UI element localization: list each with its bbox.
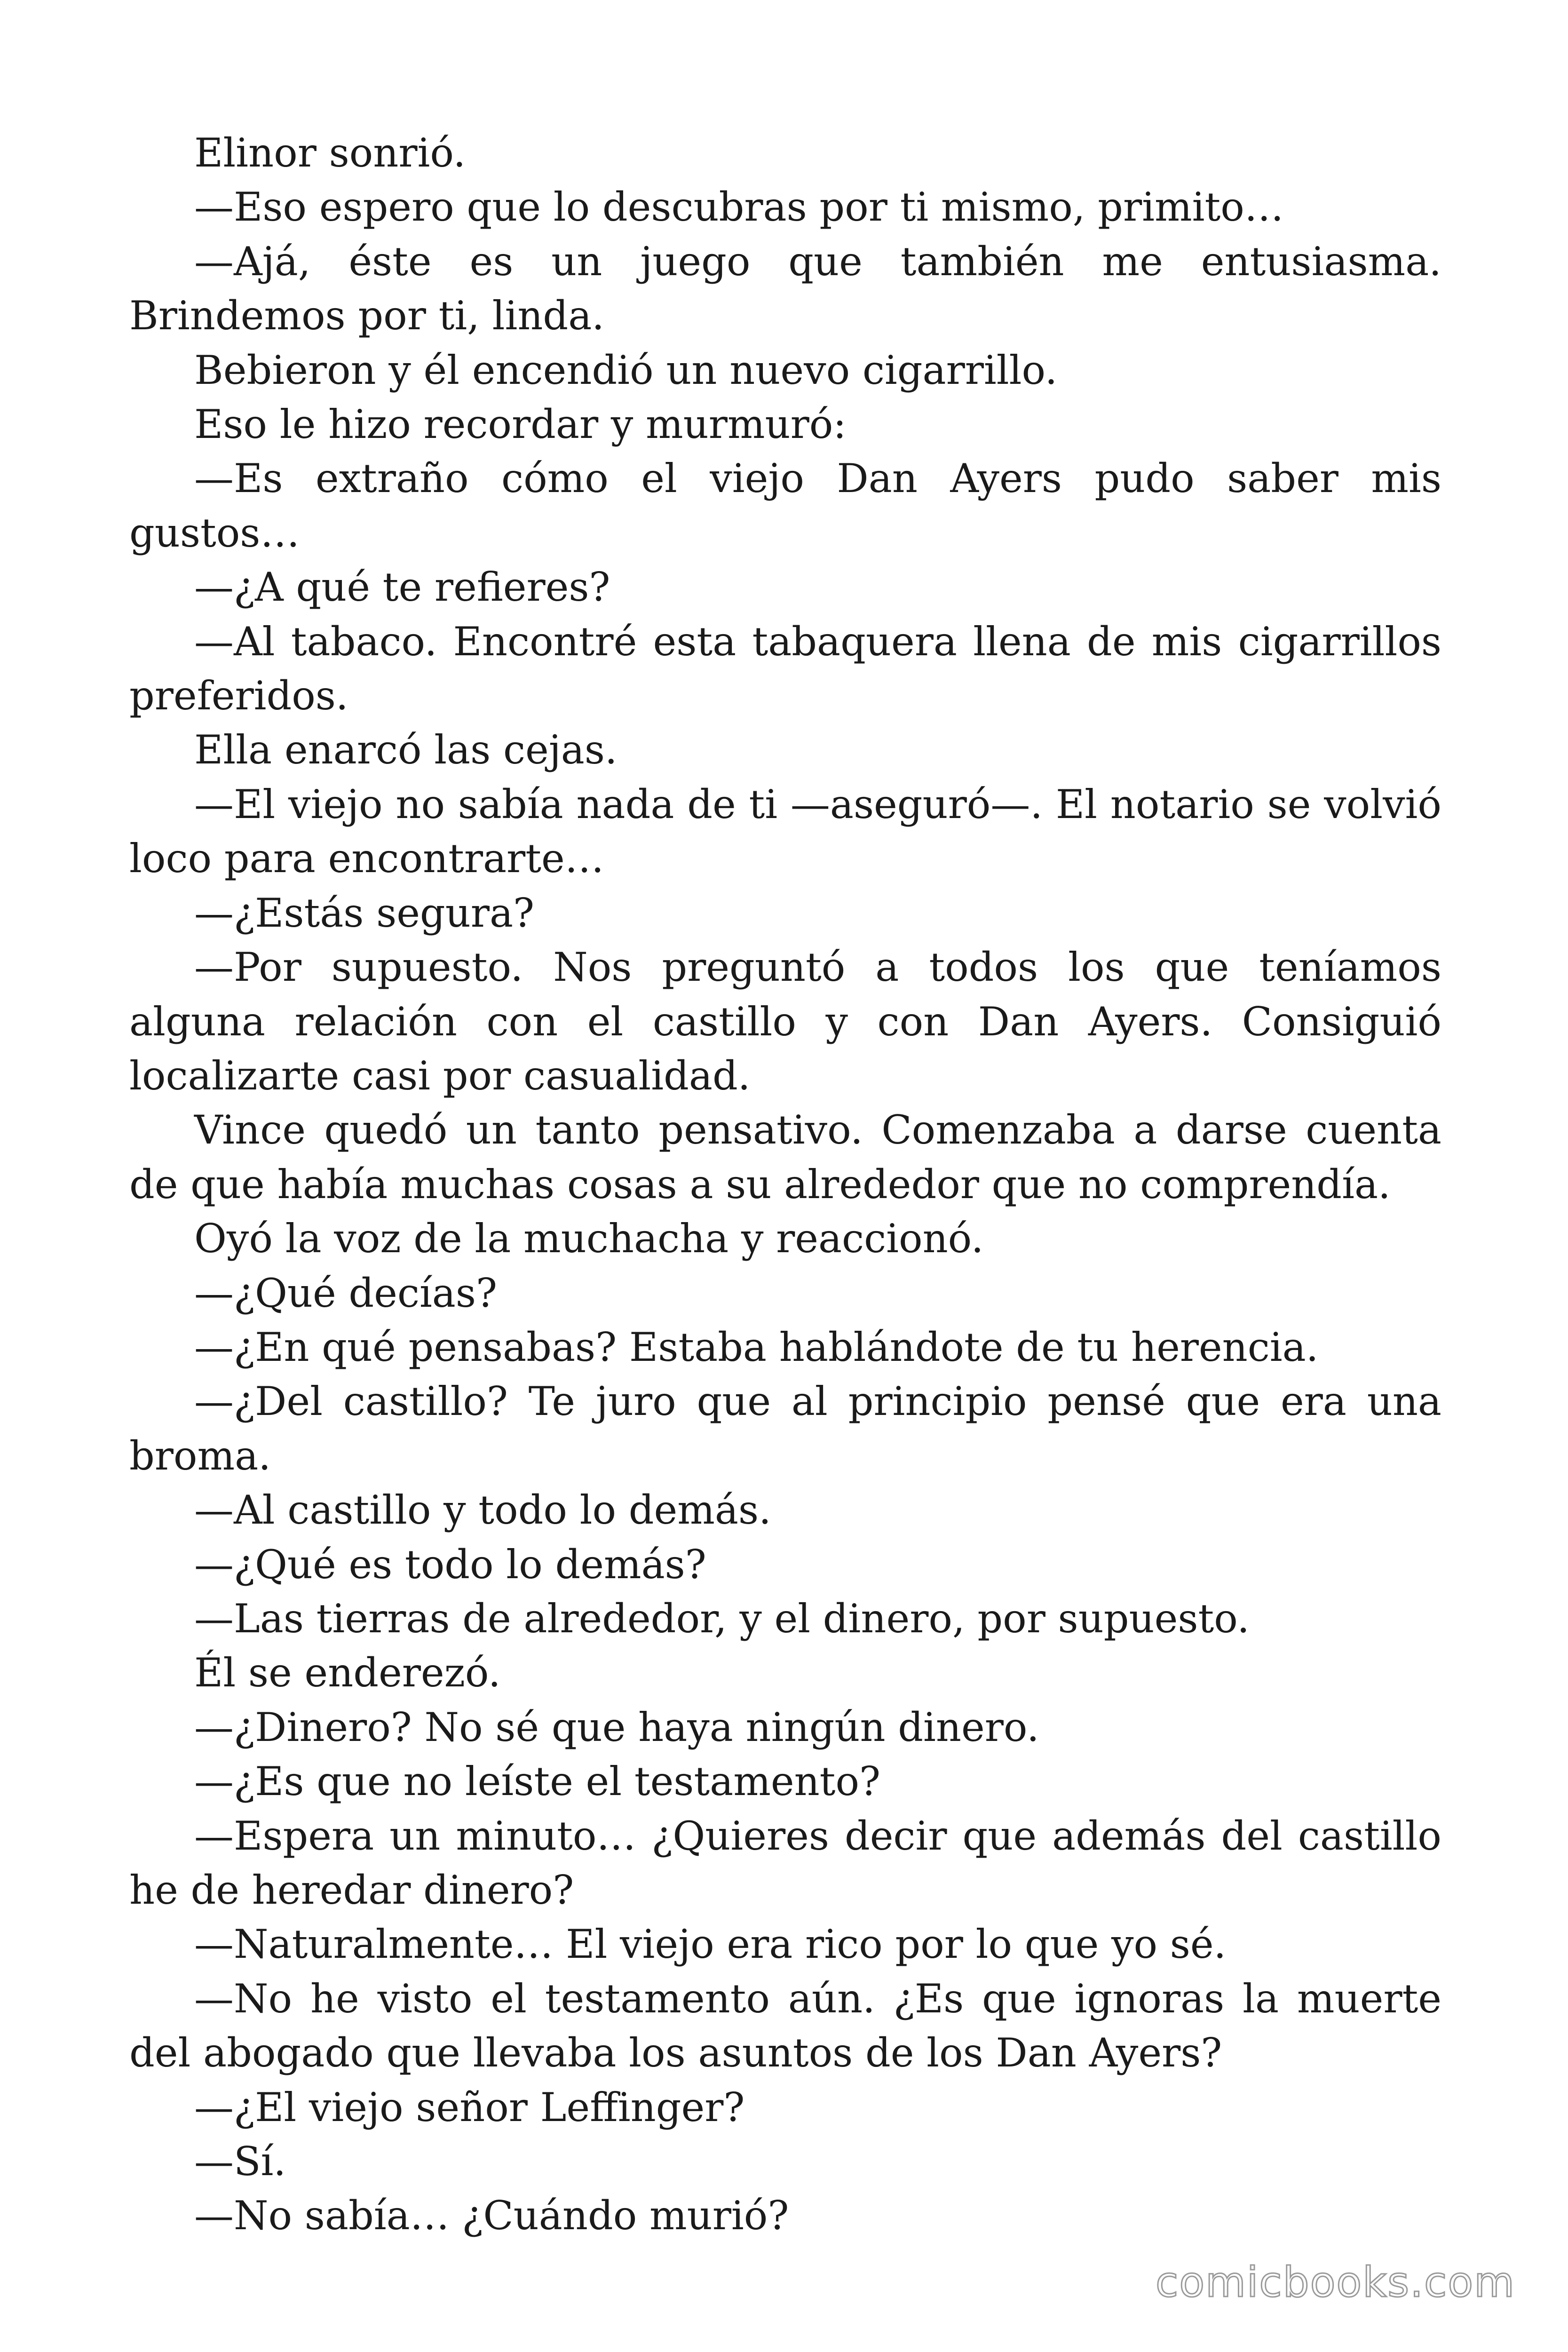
paragraph: —¿A qué te refieres? (194, 564, 610, 611)
paragraph: Elinor sonrió. (194, 130, 466, 176)
paragraph: —Al tabaco. Encontré esta tabaquera llena de mis cigarrillos preferidos. (129, 618, 1441, 719)
paragraph: Oyó la voz de la muchacha y reaccionó. (194, 1216, 984, 1262)
paragraph: —¿Qué decías? (194, 1270, 498, 1316)
paragraph: —Las tierras de alrededor, y el dinero, por supuesto. (194, 1595, 1250, 1642)
paragraph: —¿El viejo señor Leffinger? (194, 2084, 745, 2130)
paragraph: Eso le hizo recordar y murmuró: (194, 401, 847, 448)
paragraph: —Naturalmente… El viejo era rico por lo que yo sé. (194, 1921, 1227, 1968)
paragraph: —Espera un minuto… ¿Quieres decir que además del castillo he de heredar dinero? (129, 1812, 1441, 1913)
paragraph: —Ajá, éste es un juego que también me entusiasma. Brindemos por ti, linda. (129, 238, 1441, 339)
paragraph: —¿En qué pensabas? Estaba hablándote de tu herencia. (194, 1324, 1319, 1370)
paragraph: —Por supuesto. Nos preguntó a todos los que teníamos alguna relación con el castillo y con Dan Ayers. Consiguió localizarte casi por casualidad. (129, 944, 1441, 1099)
paragraph: —¿Dinero? No sé que haya ningún dinero. (194, 1704, 1039, 1750)
paragraph: Ella enarcó las cejas. (194, 727, 618, 773)
body-text (129, 126, 1441, 2243)
paragraph: —¿Qué es todo lo demás? (194, 1541, 706, 1588)
paragraph: Él se enderezó. (194, 1650, 501, 1696)
paragraph: —¿Del castillo? Te juro que al principio pensé que era una broma. (129, 1378, 1441, 1479)
paragraph: Vince quedó un tanto pensativo. Comenzaba a darse cuenta de que había muchas cosas a su alrededor que no comprendía. (129, 1107, 1441, 1208)
paragraph: —Eso espero que lo descubras por ti mismo, primito… (194, 184, 1284, 230)
watermark: comicbooks.com (1155, 2258, 1515, 2306)
paragraph: —No he visto el testamento aún. ¿Es que ignoras la muerte del abogado que llevaba los asuntos de los Dan Ayers? (129, 1975, 1441, 2076)
paragraph: —No sabía… ¿Cuándo murió? (194, 2193, 789, 2239)
paragraph: —Al castillo y todo lo demás. (194, 1487, 771, 1534)
paragraph: —El viejo no sabía nada de ti —aseguró—. El notario se volvió loco para encontrarte… (129, 781, 1441, 882)
paragraph: Bebieron y él encendió un nuevo cigarrillo. (194, 347, 1058, 393)
paragraph: —¿Es que no leíste el testamento? (194, 1758, 881, 1805)
paragraph: —Es extraño cómo el viejo Dan Ayers pudo saber mis gustos… (129, 455, 1441, 556)
paragraph: —Sí. (194, 2138, 286, 2185)
paragraph: —¿Estás segura? (194, 890, 535, 936)
